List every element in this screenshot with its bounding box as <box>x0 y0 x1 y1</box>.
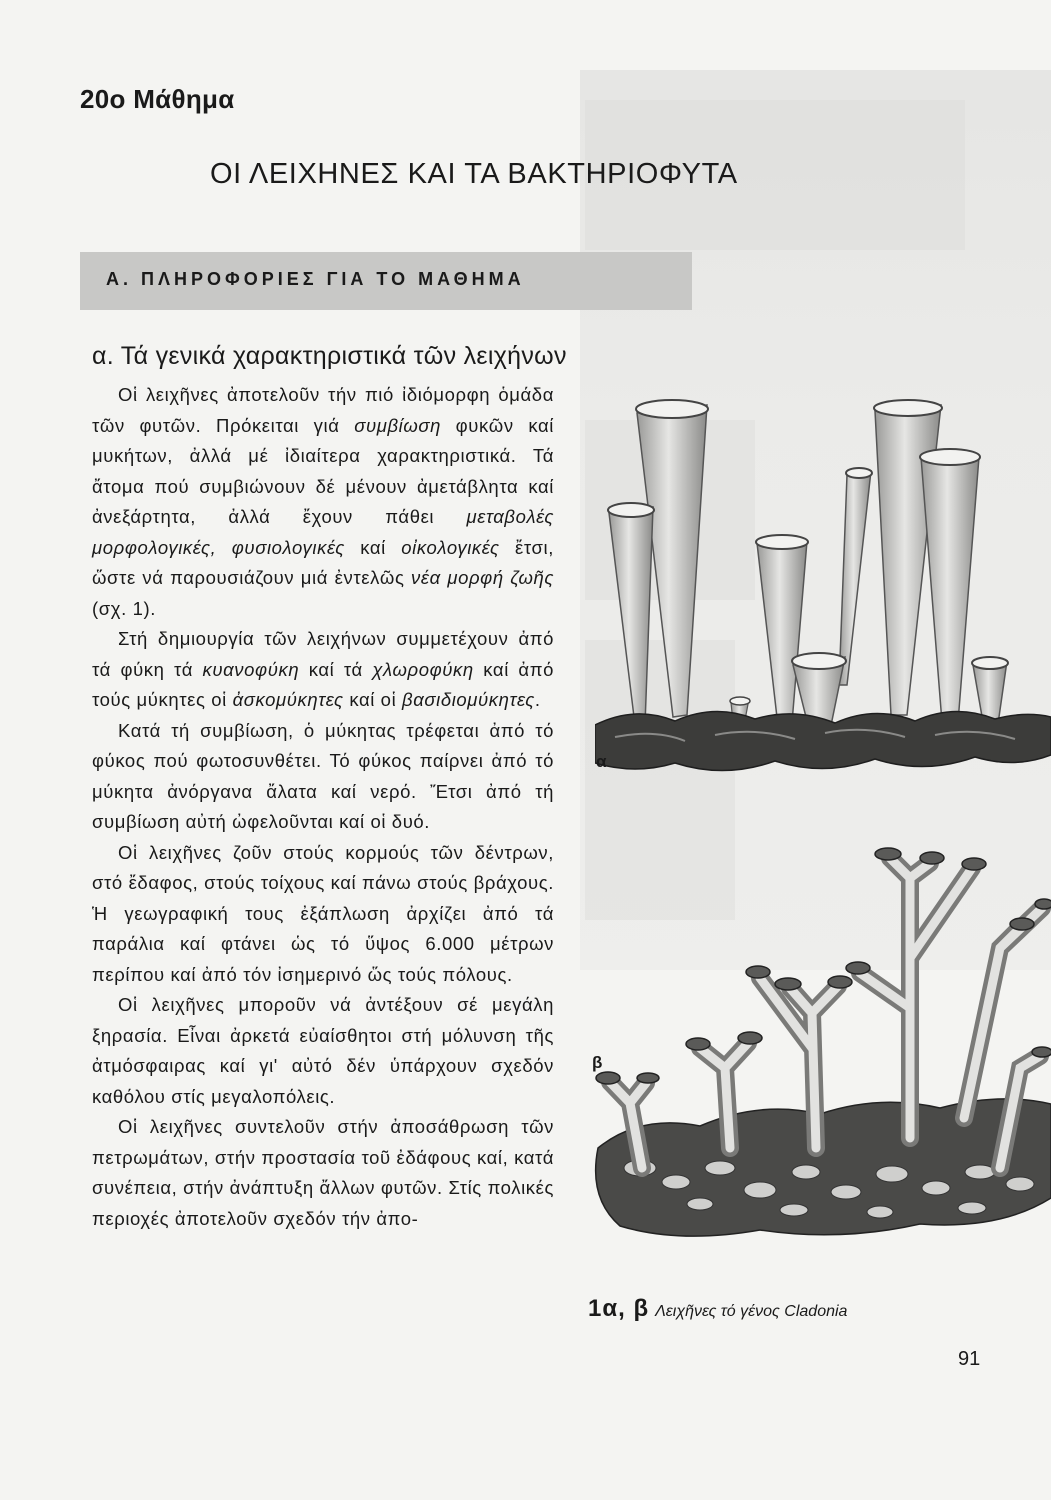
paragraph: Κατά τή συμβίωση, ὁ μύκητας τρέφεται ἀπό τό φύκος πού φωτοσυνθέτει. Τό φύκος παίρνει ἀπό τό μύκητα ἀνόργανα ἄλατα καί νερό. Ἔτσι ἀπό τή συμβίωση αὐτή ὠφελοῦνται καί οἱ δυό. <box>92 719 554 832</box>
page-number: 91 <box>958 1348 981 1370</box>
section-heading: Α. ΠΛΗΡΟΦΟΡΙΕΣ ΓΙΑ ΤΟ ΜΑΘΗΜΑ <box>106 269 525 289</box>
figure-label-b: β <box>592 1053 603 1072</box>
body-text <box>92 380 554 1234</box>
subsection-heading: α. Τά γενικά χαρακτηριστικά τῶν λειχήνων <box>92 342 567 370</box>
figure-label-a: α <box>596 752 607 771</box>
page-title: ΟΙ ΛΕΙΧΗΝΕΣ ΚΑΙ ΤΑ ΒΑΚΤΗΡΙΟΦΥΤΑ <box>210 158 738 190</box>
figure-caption <box>588 1295 847 1323</box>
section-heading-bar <box>80 252 692 310</box>
paragraph: Οἱ λειχῆνες ἀποτελοῦν τήν πιό ἰδιόμορφη ὁμάδα τῶν φυτῶν. Πρόκειται γιά συμβίωση φυκῶν καί μυκήτων, ἀλλά μέ ἰδιαίτερα χαρακτηριστικά. Τά ἄτομα πού συμβιώνουν δέ μένουν ἀμετάβλητα καί ἀνεξάρτητα, ἀλλά ἔχουν πάθει μεταβολές μορφολογικές, φυσιολογικές καί οἰκολογικές ἔτσι, ὥστε νά παρουσιάζουν μιά ἐντελῶς νέα μορφή ζωῆς (σχ. 1). <box>92 384 554 619</box>
paragraph: Στή δημιουργία τῶν λειχήνων συμμετέχουν ἀπό τά φύκη τά κυανοφύκη καί τά χλωροφύκη καί ἀπό τούς μύκητες οἱ ἀσκομύκητες καί οἱ βασιδιομύκητες. <box>92 628 554 710</box>
lesson-number: 20ο Μάθημα <box>80 84 235 114</box>
paragraph: Οἱ λειχῆνες μποροῦν νά ἀντέξουν σέ μεγάλη ξηρασία. Εἶναι ἀρκετά εὐαίσθητοι στή μόλυνση τῆς ἀτμόσφαιρας καί γι' αὐτό δέν ὑπάρχουν σχεδόν καθόλου στίς μεγαλοπόλεις. <box>92 994 554 1107</box>
paragraph: Οἱ λειχῆνες συντελοῦν στήν ἀποσάθρωση τῶν πετρωμάτων, στήν προστασία τοῦ ἐδάφους καί, κατά συνέπεια, στήν ἀνάπτυξη ἄλλων φυτῶν. Στίς πολικές περιοχές ἀποτελοῦν σχεδόν τήν ἀπο- <box>92 1116 554 1229</box>
figure-caption-text: Λειχῆνες τό γένος Cladonia <box>655 1303 848 1320</box>
figure-caption-number: 1α, β <box>588 1295 650 1322</box>
paragraph: Οἱ λειχῆνες ζοῦν στούς κορμούς τῶν δέντρων, στό ἔδαφος, στούς τοίχους καί πάνω στούς βράχους. Ἡ γεωγραφική τους ἐξάπλωση ἀρχίζει ἀπό τά παράλια καί φτάνει ὡς τό ὕψος 6.000 μέτρων περίπου καί ἀπό τόν ἰσημερινό ὥς τούς πόλους. <box>92 841 554 985</box>
lichen-illustration-a <box>595 385 1051 785</box>
lichen-illustration-b <box>580 838 1051 1278</box>
